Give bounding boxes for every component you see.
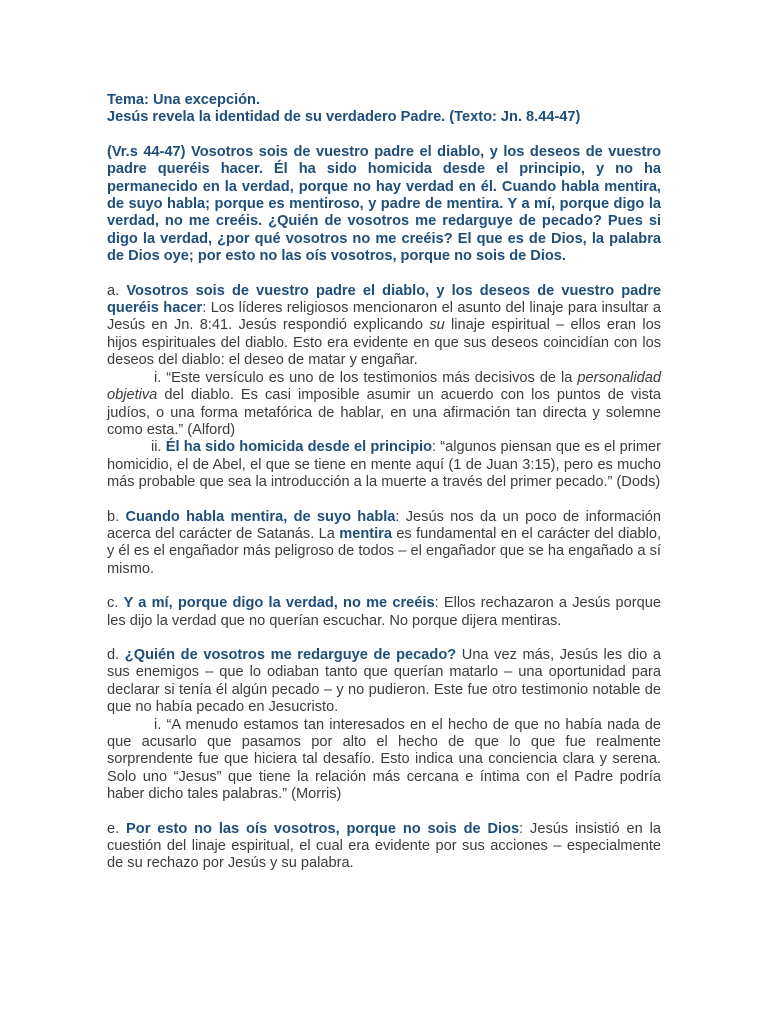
point-c-text: : Ellos rechazaron a Jesús porque les dijo la verdad que no querían escuchar. No porque dijera mentiras. bbox=[107, 595, 662, 629]
spacer bbox=[107, 578, 661, 595]
point-a-italic: su bbox=[429, 317, 445, 334]
point-d-i: i. “A menudo estamos tan interesados en el hecho de que no había nada de que acusarlo que pasamos por alto el hecho de que lo que fue realmente sorprendente fue que hiciera tal desafío. Esto indica una conciencia clara y serena. Solo uno “Jesus” que tiene la relación más cercana e íntima con el Padre podría haber dicho tales palabras.” (Morris) bbox=[107, 716, 661, 803]
point-a bbox=[107, 283, 661, 370]
topic-title: Tema: Una excepción. bbox=[107, 92, 261, 108]
topic-subtitle: Jesús revela la identidad de su verdadero Padre. (Texto: Jn. 8.44-47) bbox=[107, 109, 581, 126]
point-a-text: : Los líderes religiosos mencionaron el asunto del linaje para insultar a Jesús en Jn. 8:41. Jesús respondió explicando bbox=[107, 300, 661, 334]
spacer bbox=[107, 127, 661, 144]
point-a-i-italic: personalidad objetiva bbox=[107, 369, 661, 404]
point-b-label: b. bbox=[107, 508, 126, 525]
point-a-i-text: i. “Este versículo es uno de los testimonios más decisivos de la bbox=[154, 369, 578, 386]
point-a-i-text-2: del diablo. Es casi imposible asumir un acuerdo con los puntos de vista judíos, o una forma metafórica de hablar, en una afirmación tan directa y solemne como esta.” (Alford) bbox=[107, 387, 661, 438]
verse-text: (Vr.s 44-47) Vosotros sois de vuestro padre el diablo, y los deseos de vuestro padre queréis hacer. Él ha sido homicida desde el principio, y no ha permanecido en la verdad, porque no hay verdad en él. Cuando habla mentira, de suyo habla; porque es mentiroso, y padre de mentira. Y a mí, porque digo la verdad, no me creéis. ¿Quién de vosotros me redarguye de pecado? Pues si digo la verdad, ¿por qué vosotros no me creéis? El que es de Dios, la palabra de Dios oye; por esto no las oís vosotros, porque no sois de Dios. bbox=[107, 143, 661, 265]
point-d-text: Una vez más, Jesús les dio a sus enemigos – que lo odiaban tanto que querían matarlo – una oportunidad para declarar si tenía él algún pecado – y no pudieron. Este fue otro testimonio notable de que no había pecado en Jesucristo. bbox=[107, 646, 661, 716]
point-b-text: : Jesús nos da un poco de información acerca del carácter de Satanás. La bbox=[107, 508, 661, 542]
document-body bbox=[107, 92, 661, 873]
point-a-text-2: linaje espiritual – ellos eran los hijos espirituales del diablo. Esto era evidente en que sus deseos coincidían con los deseos del diablo: el deseo de matar y engañar. bbox=[107, 317, 661, 369]
point-e bbox=[107, 821, 661, 873]
point-a-ii-highlight: Él ha sido homicida desde el principio bbox=[165, 439, 432, 456]
point-e-label: e. bbox=[107, 820, 127, 837]
point-b-highlight: Cuando habla mentira, de suyo habla bbox=[125, 508, 396, 525]
point-c-highlight: Y a mí, porque digo la verdad, no me creéis bbox=[123, 595, 435, 612]
point-d-label: d. bbox=[107, 646, 125, 663]
spacer bbox=[107, 630, 661, 647]
point-b-text-2: es fundamental en el carácter del diablo, y él es el engañador más peligroso de todos – el engañador que se ha engañado a sí mismo. bbox=[107, 525, 661, 577]
point-d-highlight: ¿Quién de vosotros me redarguye de pecado? bbox=[124, 646, 457, 663]
point-a-i bbox=[107, 370, 661, 440]
point-c bbox=[107, 595, 661, 630]
point-b-highlight-2: mentira bbox=[339, 525, 392, 542]
point-c-label: c. bbox=[107, 595, 124, 612]
point-b bbox=[107, 509, 661, 579]
spacer bbox=[107, 266, 661, 283]
point-e-highlight: Por esto no las oís vosotros, porque no sois de Dios bbox=[126, 820, 520, 837]
point-a-ii bbox=[107, 439, 661, 491]
point-a-highlight: Vosotros sois de vuestro padre el diablo, y los deseos de vuestro padre queréis hacer bbox=[107, 282, 661, 317]
point-e-text: : Jesús insistió en la cuestión del linaje espiritual, el cual era evidente por sus acciones – especialmente de su rechazo por Jesús y su palabra. bbox=[107, 820, 661, 872]
spacer bbox=[107, 492, 661, 509]
point-a-label: a. bbox=[107, 282, 127, 299]
point-a-ii-label: ii. bbox=[151, 439, 166, 456]
point-a-ii-text: : “algunos piensan que es el primer homicidio, el de Abel, el que se tiene en mente aquí (1 de Juan 3:15), pero es mucho más probable que sea la introducción a la muerte a través del primer pecado.” (Dods) bbox=[107, 439, 661, 491]
point-d bbox=[107, 647, 661, 717]
spacer bbox=[107, 804, 661, 821]
